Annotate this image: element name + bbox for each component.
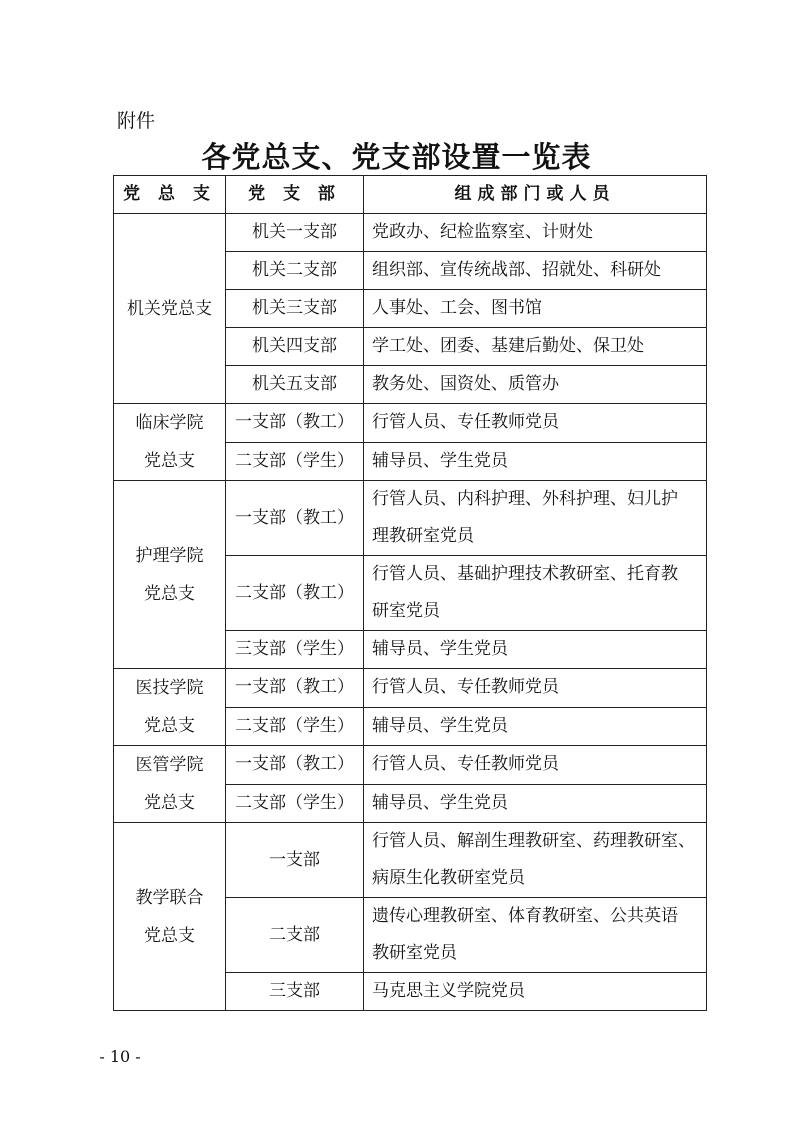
general-branch-cell bbox=[114, 214, 226, 404]
members-line: 辅导员、学生党员 bbox=[372, 715, 508, 736]
members-cell bbox=[364, 669, 707, 708]
document-title: 各党总支、党支部设置一览表 bbox=[201, 140, 592, 174]
members-cell bbox=[364, 366, 707, 404]
header-cell: 党 总 支 bbox=[114, 176, 226, 214]
branch-cell: 二支部（教工） bbox=[226, 556, 364, 631]
branch-cell: 机关三支部 bbox=[226, 290, 364, 328]
table-row bbox=[114, 823, 707, 898]
header-cell: 组成部门或人员 bbox=[364, 176, 707, 214]
general-branch-name: 护理学院 bbox=[135, 545, 204, 566]
page-number: - 10 - bbox=[99, 1047, 141, 1066]
members-line: 辅导员、学生党员 bbox=[372, 639, 508, 659]
members-cell bbox=[364, 707, 707, 746]
members-cell bbox=[364, 442, 707, 481]
members-line: 行管人员、专任教师党员 bbox=[372, 677, 559, 698]
header-cell: 党 支 部 bbox=[226, 176, 364, 214]
members-line: 理教研室党员 bbox=[372, 526, 474, 546]
members-line: 人事处、工会、图书馆 bbox=[372, 298, 542, 318]
general-branch-name: 机关党总支 bbox=[127, 298, 212, 319]
branch-cell: 二支部（学生） bbox=[226, 707, 364, 746]
members-line: 辅导员、学生党员 bbox=[372, 792, 508, 813]
general-branch-name: 教学联合 bbox=[135, 887, 204, 908]
general-branch-cell bbox=[114, 404, 226, 481]
members-line: 组织部、宣传统战部、招就处、科研处 bbox=[372, 260, 661, 280]
general-branch-cell bbox=[114, 823, 226, 1011]
members-line: 教务处、国资处、质管办 bbox=[372, 374, 559, 394]
table-body bbox=[114, 214, 707, 1011]
general-branch-name: 医技学院 bbox=[135, 678, 204, 698]
general-branch-name: 党总支 bbox=[144, 451, 195, 471]
table-row bbox=[114, 746, 707, 785]
members-line: 行管人员、基础护理技术教研室、托育教 bbox=[372, 564, 678, 584]
branch-cell: 机关五支部 bbox=[226, 366, 364, 404]
members-line: 党政办、纪检监察室、计财处 bbox=[372, 222, 593, 242]
branch-cell: 机关二支部 bbox=[226, 252, 364, 290]
general-branch-cell bbox=[114, 746, 226, 823]
attachment-label: 附件 bbox=[117, 110, 156, 132]
members-cell bbox=[364, 898, 707, 973]
members-cell bbox=[364, 973, 707, 1011]
members-line: 马克思主义学院党员 bbox=[372, 981, 525, 1001]
members-line: 研室党员 bbox=[372, 601, 440, 621]
general-branch-cell bbox=[114, 669, 226, 746]
members-cell bbox=[364, 214, 707, 252]
members-line: 学工处、团委、基建后勤处、保卫处 bbox=[372, 336, 644, 356]
branch-cell: 一支部 bbox=[226, 823, 364, 898]
members-cell bbox=[364, 290, 707, 328]
branch-cell: 三支部（学生） bbox=[226, 631, 364, 669]
members-line: 遗传心理教研室、体育教研室、公共英语 bbox=[372, 906, 678, 926]
members-cell bbox=[364, 823, 707, 898]
general-branch-name: 党总支 bbox=[144, 925, 195, 946]
branch-cell: 三支部 bbox=[226, 973, 364, 1011]
members-cell bbox=[364, 631, 707, 669]
members-line: 辅导员、学生党员 bbox=[372, 450, 508, 471]
members-line: 行管人员、解剖生理教研室、药理教研室、 bbox=[372, 831, 695, 851]
branch-cell: 二支部 bbox=[226, 898, 364, 973]
branch-cell: 一支部（教工） bbox=[226, 481, 364, 556]
branch-cell: 机关四支部 bbox=[226, 328, 364, 366]
members-line: 教研室党员 bbox=[372, 943, 457, 963]
table-row bbox=[114, 669, 707, 708]
table-row bbox=[114, 214, 707, 252]
members-cell bbox=[364, 481, 707, 556]
branch-cell: 二支部（学生） bbox=[226, 442, 364, 481]
members-cell bbox=[364, 328, 707, 366]
branch-cell: 一支部（教工） bbox=[226, 746, 364, 785]
branch-table bbox=[113, 175, 707, 1011]
members-cell bbox=[364, 784, 707, 823]
branch-cell: 一支部（教工） bbox=[226, 404, 364, 443]
members-line: 病原生化教研室党员 bbox=[372, 868, 525, 888]
general-branch-name: 党总支 bbox=[144, 793, 195, 813]
members-cell bbox=[364, 252, 707, 290]
members-cell bbox=[364, 746, 707, 785]
branch-cell: 机关一支部 bbox=[226, 214, 364, 252]
general-branch-name: 党总支 bbox=[144, 583, 195, 604]
general-branch-cell bbox=[114, 481, 226, 669]
branch-cell: 一支部（教工） bbox=[226, 669, 364, 708]
members-cell bbox=[364, 404, 707, 443]
members-line: 行管人员、专任教师党员 bbox=[372, 412, 559, 433]
members-line: 行管人员、内科护理、外科护理、妇儿护 bbox=[372, 489, 678, 509]
members-cell bbox=[364, 556, 707, 631]
table-header-row bbox=[114, 176, 707, 214]
table-row bbox=[114, 481, 707, 556]
general-branch-name: 医管学院 bbox=[135, 755, 204, 775]
general-branch-name: 临床学院 bbox=[135, 413, 204, 433]
table-row bbox=[114, 404, 707, 443]
branch-cell: 二支部（学生） bbox=[226, 784, 364, 823]
general-branch-name: 党总支 bbox=[144, 716, 195, 736]
members-line: 行管人员、专任教师党员 bbox=[372, 754, 559, 775]
